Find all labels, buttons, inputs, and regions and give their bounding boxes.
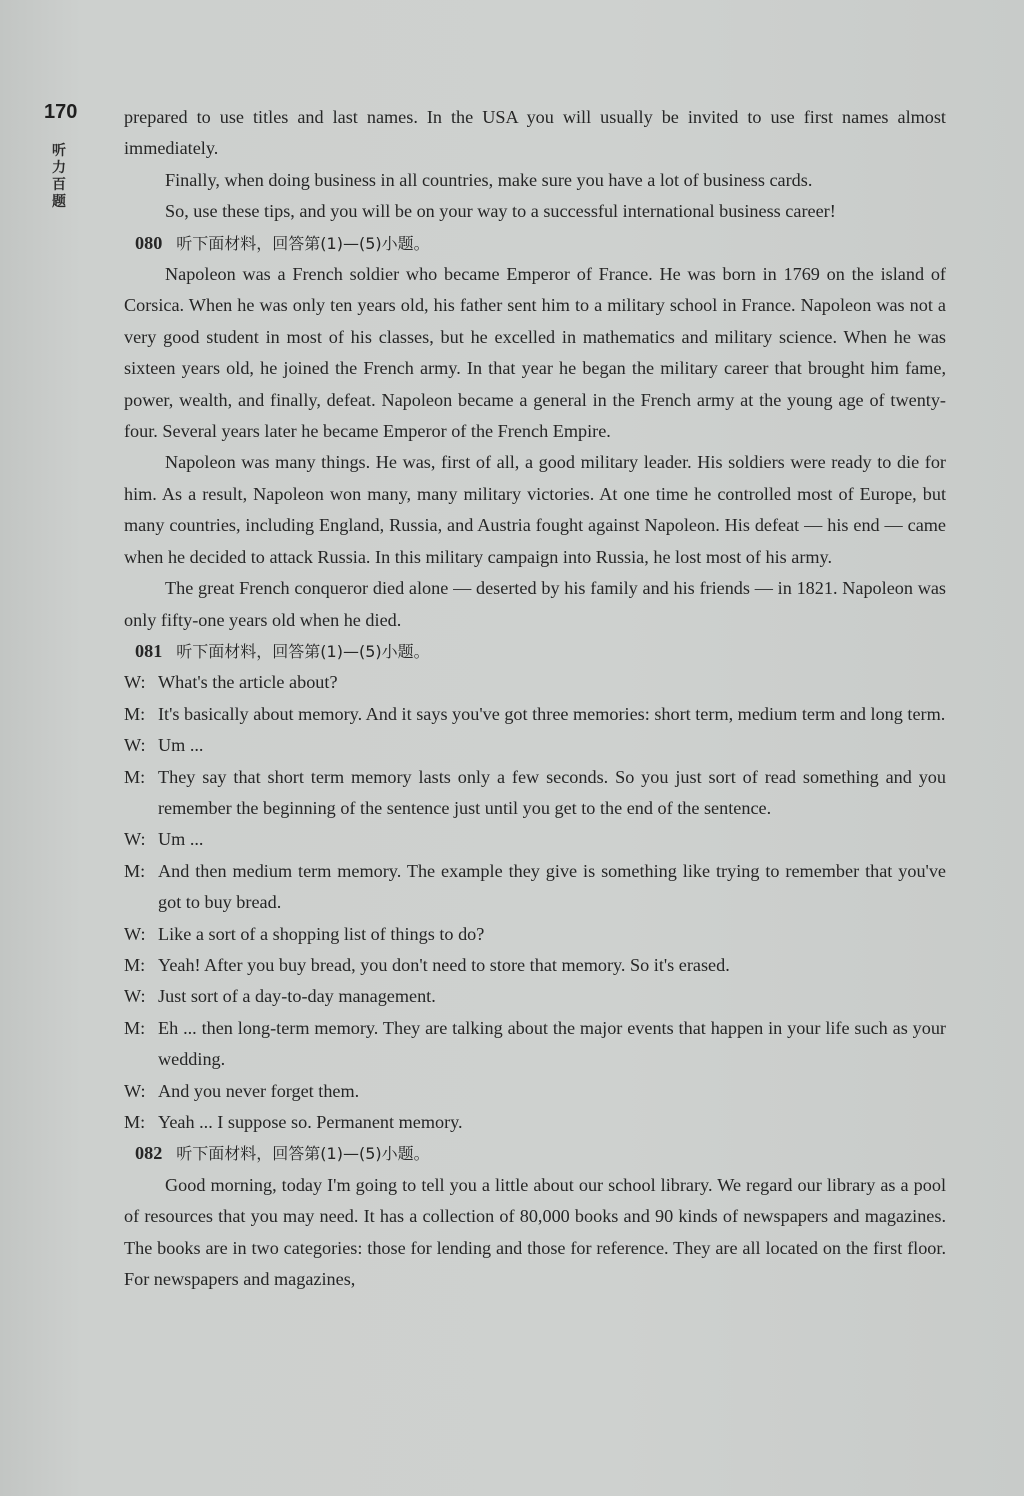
section-header <box>124 228 946 259</box>
section-instruction: 听下面材料，回答第(1)—(5)小题。 <box>176 641 430 661</box>
section-number: 082 <box>135 1143 163 1164</box>
speaker-label: M: <box>124 1017 146 1038</box>
dialog-line <box>124 981 946 1012</box>
speaker-label: M: <box>124 1112 146 1132</box>
paragraph: Napoleon was a French soldier who became Emperor of France. He was born in 1769 on the island of Corsica. When he was only ten years old, his father sent him to a military school in France. Napoleon was not a very good student in most of his classes, but he excelled in mathematics and military science. When he was sixteen years old, he joined the French army. In that year he began the military career that brought him fame, power, wealth, and finally, defeat. Napoleon became a general in the French army at the young age of twenty-four. Several years later he became Emperor of the French Empire. <box>124 264 946 442</box>
speaker-label: W: <box>124 923 146 944</box>
page-content <box>124 102 946 1295</box>
dialog-line <box>124 919 946 950</box>
paragraph: Napoleon was many things. He was, first of all, a good military leader. His soldiers were ready to die for him. As a result, Napoleon won many, many military victories. At one time he controlled most of Europe, but many countries, including England, Russia, and Austria fought against Napoleon. His defeat — his end — came when he decided to attack Russia. In this military campaign into Russia, he lost most of his army. <box>124 452 946 567</box>
speaker-label: M: <box>124 954 146 975</box>
speaker-label: W: <box>124 986 146 1007</box>
section-instruction: 听下面材料，回答第(1)—(5)小题。 <box>176 233 430 253</box>
dialog-line <box>124 824 946 855</box>
paragraph: Finally, when doing business in all countries, make sure you have a lot of business cards. <box>165 169 813 190</box>
dialog-line <box>124 1076 946 1107</box>
dialog-text: And you never forget them. <box>158 1080 360 1101</box>
paragraph: Good morning, today I'm going to tell you a little about our school library. We regard our library as a pool of resources that you may need. It has a collection of 80,000 books and 90 kinds of newspapers and magazines. The books are in two categories: those for lending and those for reference. They are all located on the first floor. For newspapers and magazines, <box>124 1174 946 1290</box>
dialog-line <box>124 856 946 919</box>
dialog-line <box>124 699 946 730</box>
section-header <box>124 636 946 667</box>
dialog-text: And then medium term memory. The example they give is something like trying to remember that you've got to buy bread. <box>158 860 946 913</box>
speaker-label: W: <box>124 829 146 850</box>
paragraph: prepared to use titles and last names. In the USA you will usually be invited to use first names almost immediately. <box>124 107 946 159</box>
section-instruction: 听下面材料，回答第(1)—(5)小题。 <box>176 1144 430 1164</box>
dialog-text: What's the article about? <box>158 672 338 693</box>
dialog-line <box>124 950 946 981</box>
dialog-text: Just sort of a day-to-day management. <box>158 986 436 1007</box>
speaker-label: W: <box>124 735 146 756</box>
side-label: 听力百题 <box>52 143 66 210</box>
dialog-text: Like a sort of a shopping list of things to do? <box>158 923 485 944</box>
page-number: 170 <box>44 101 78 123</box>
speaker-label: M: <box>124 703 146 724</box>
speaker-label: W: <box>124 1080 146 1101</box>
dialog-line <box>124 730 946 761</box>
section-number: 081 <box>135 640 163 661</box>
dialog-line <box>124 667 946 698</box>
dialog-text: Um ... <box>158 735 204 756</box>
paragraph: So, use these tips, and you will be on your way to a successful international business career! <box>165 201 836 222</box>
dialog-text: It's basically about memory. And it says you've got three memories: short term, medium term and long term. <box>158 703 946 724</box>
dialog-line <box>124 1107 946 1138</box>
section-number: 080 <box>135 232 163 253</box>
speaker-label: M: <box>124 766 146 787</box>
dialog-text: Eh ... then long-term memory. They are talking about the major events that happen in your life such as your wedding. <box>158 1017 946 1070</box>
paragraph: The great French conqueror died alone — deserted by his family and his friends — in 1821. Napoleon was only fifty-one years old when he died. <box>124 578 946 630</box>
speaker-label: M: <box>124 860 146 881</box>
dialog-line <box>124 1013 946 1076</box>
dialog-text: They say that short term memory lasts only a few seconds. So you just sort of read something and you remember the beginning of the sentence just until you get to the end of the sentence. <box>158 766 946 818</box>
section-header <box>124 1138 946 1169</box>
dialog-line <box>124 762 946 825</box>
dialog-text: Yeah ... I suppose so. Permanent memory. <box>158 1112 463 1132</box>
dialog-text: Um ... <box>158 829 204 850</box>
dialog-text: Yeah! After you buy bread, you don't need to store that memory. So it's erased. <box>158 954 730 975</box>
speaker-label: W: <box>124 672 146 693</box>
